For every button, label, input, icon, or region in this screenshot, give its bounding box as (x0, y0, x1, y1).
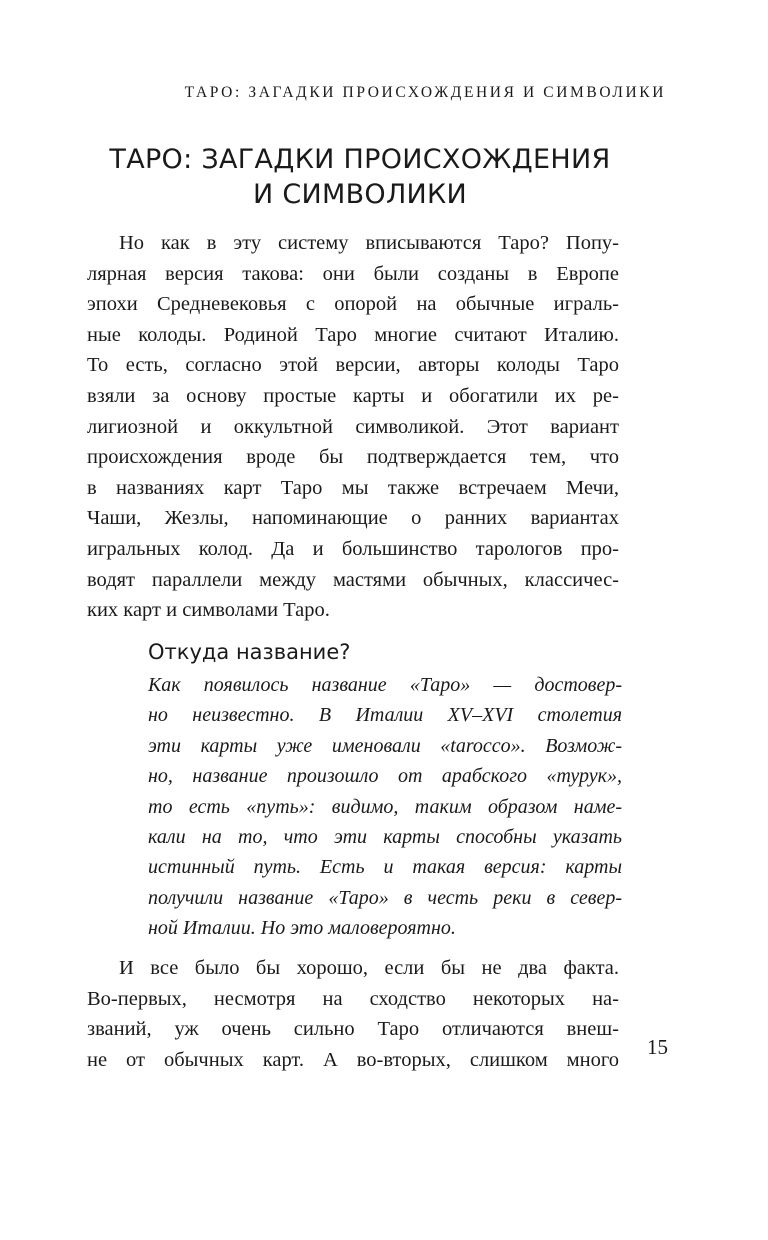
paragraph-line: не от обычных карт. А во-вторых, слишком много (87, 1048, 619, 1071)
paragraph-line: происхождения вроде бы подтверждается тем, что (87, 446, 619, 469)
sidebar-box (148, 638, 622, 944)
paragraph-line: в названиях карт Таро мы также встречаем Мечи, (87, 476, 619, 499)
sidebar-line: истинный путь. Есть и такая версия: карты (148, 856, 622, 879)
sidebar-text (148, 670, 622, 944)
paragraph-line: Во-первых, несмотря на сходство некоторых на- (87, 987, 619, 1010)
sidebar-line: кали на то, что эти карты способны указать (148, 826, 622, 849)
chapter-title: ТАРО: ЗАГАДКИ ПРОИСХОЖДЕНИЯ И СИМВОЛИКИ (109, 144, 611, 210)
paragraph-line: Чаши, Жезлы, напоминающие о ранних вариантах (87, 507, 619, 530)
sidebar-line: получили название «Таро» в честь реки в север- (148, 886, 622, 909)
sidebar-line: то есть «путь»: видимо, таким образом наме- (148, 795, 622, 818)
running-head: ТАРО: ЗАГАДКИ ПРОИСХОЖДЕНИЯ И СИМВОЛИКИ (184, 84, 666, 101)
sidebar-heading: Откуда название? (148, 640, 351, 664)
sidebar-line: но, название произошло от арабского «турук», (148, 765, 622, 788)
paragraph-line: ные колоды. Родиной Таро многие считают Италию. (87, 323, 619, 346)
paragraph-1 (87, 228, 619, 626)
sidebar-line: ной Италии. Но это маловероятно. (148, 917, 456, 940)
paragraph-line: званий, уж очень сильно Таро отличаются внеш- (87, 1018, 619, 1041)
paragraph-line: взяли за основу простые карты и обогатили их ре- (87, 384, 619, 407)
sidebar-line: эти карты уже именовали «tarocco». Возмож- (148, 734, 622, 757)
paragraph-line: лигиозной и оккультной символикой. Этот вариант (87, 415, 619, 438)
paragraph-line: То есть, согласно этой версии, авторы колоды Таро (87, 354, 619, 377)
paragraph-line: водят параллели между мастями обычных, классичес- (87, 568, 619, 591)
paragraph-line: эпохи Средневековья с опорой на обычные играль- (87, 293, 619, 316)
page-number: 15 (647, 1035, 668, 1059)
paragraph-line: игральных колод. Да и большинство тарологов про- (87, 537, 619, 560)
paragraph-line: И все было бы хорошо, если бы не два факта. (119, 957, 619, 979)
paragraph-line: ких карт и символами Таро. (87, 599, 330, 622)
paragraph-2 (87, 953, 619, 1075)
sidebar-line: но неизвестно. В Италии XV–XVI столетия (148, 704, 622, 727)
paragraph-line: лярная версия такова: они были созданы в Европе (87, 262, 619, 285)
paragraph-line: Но как в эту систему вписываются Таро? Попу- (119, 232, 619, 254)
sidebar-line: Как появилось название «Таро» — достовер- (148, 674, 622, 696)
